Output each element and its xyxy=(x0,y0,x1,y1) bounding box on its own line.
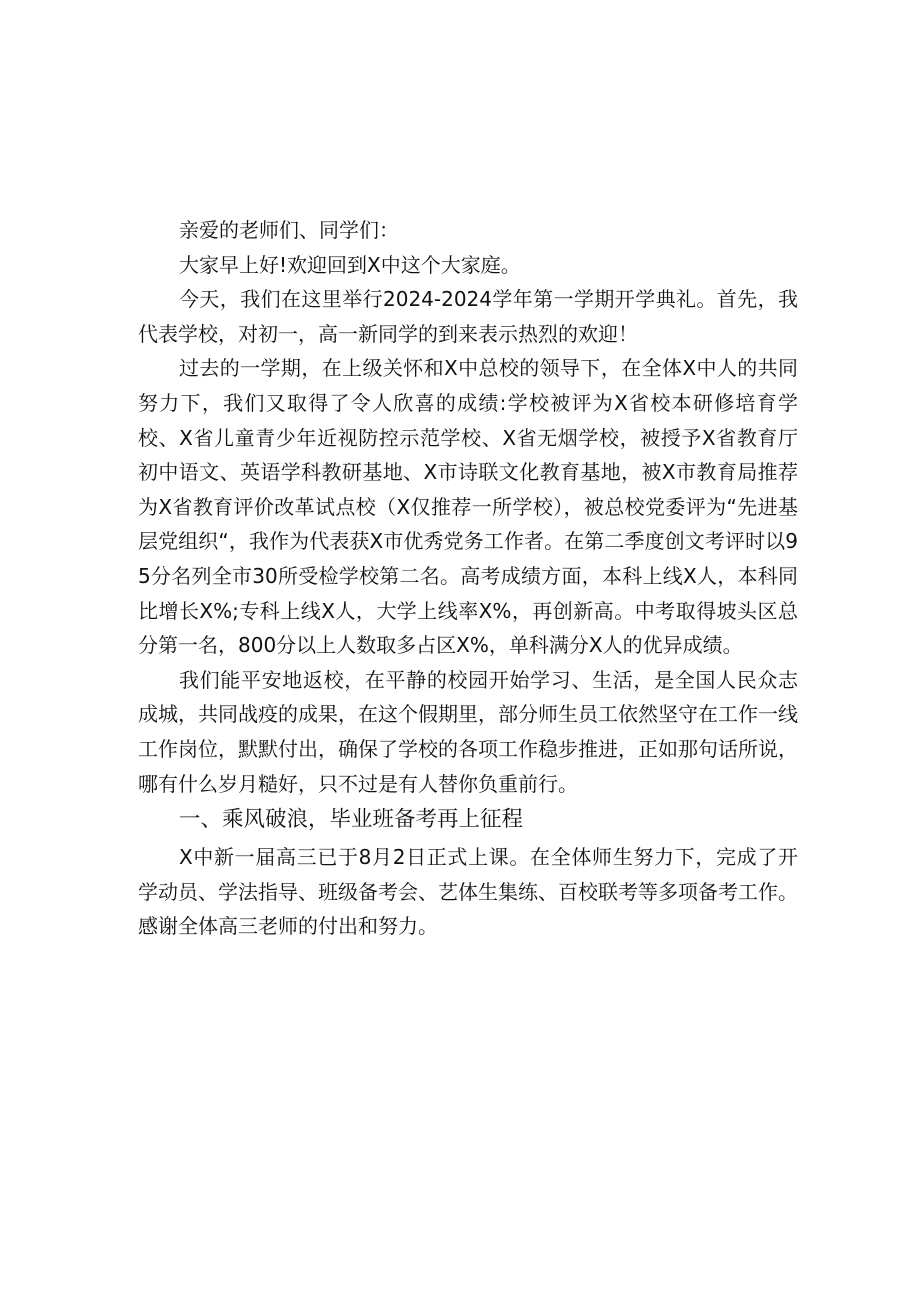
paragraph-grade12: X中新一届高三已于8月2日正式上课。在全体师生努力下，完成了开学动员、学法指导、班级备考会、艺体生集练、百校联考等多项备考工作。感谢全体高三老师的付出和努力。 xyxy=(138,845,798,939)
paragraph-safe-return: 我们能平安地返校，在平静的校园开始学习、生活，是全国人民众志成城，共同战疫的成果，在这个假期里，部分师生员工依然坚守在工作一线工作岗位，默默付出，确保了学校的各项工作稳步推进，正如那句话所说，哪有什么岁月糙好，只不过是有人替你负重前行。 xyxy=(138,667,798,796)
document-body xyxy=(138,213,798,944)
section-heading-1: 一、乘风破浪，毕业班备考再上征程 xyxy=(179,807,524,833)
greeting-line: 亲爱的老师们、同学们： xyxy=(179,218,399,242)
welcome-line: 大家早上好!欢迎回到X中这个大家庭。 xyxy=(179,252,521,277)
paragraph-past-achievements: 过去的一学期，在上级关怀和X中总校的领导下，在全体X中人的共同努力下，我们又取得了令人欣喜的成绩:学校被评为X省校本研修培育学校、X省儿童青少年近视防控示范学校、X省无烟学校，被授予X省教育厅初中语文、英语学科教研基地、X市诗联文化教育基地，被X市教育局推荐为X省教育评价改革试点校（X仅推荐一所学校），被总校党委评为“先进基层党组织“，我作为代表获X市优秀党务工作者。在第二季度创文考评时以95分名列全市30所受检学校第二名。高考成绩方面，本科上线X人，本科同比增长X%;专科上线X人，大学上线率X%，再创新高。中考取得坡头区总分第一名，800分以上人数取多占区X%，单科满分X人的优异成绩。 xyxy=(138,356,798,658)
paragraph-opening-ceremony: 今天，我们在这里举行2024-2024学年第一学期开学典礼。首先，我代表学校，对初一，高一新同学的到来表示热烈的欢迎！ xyxy=(138,287,798,346)
